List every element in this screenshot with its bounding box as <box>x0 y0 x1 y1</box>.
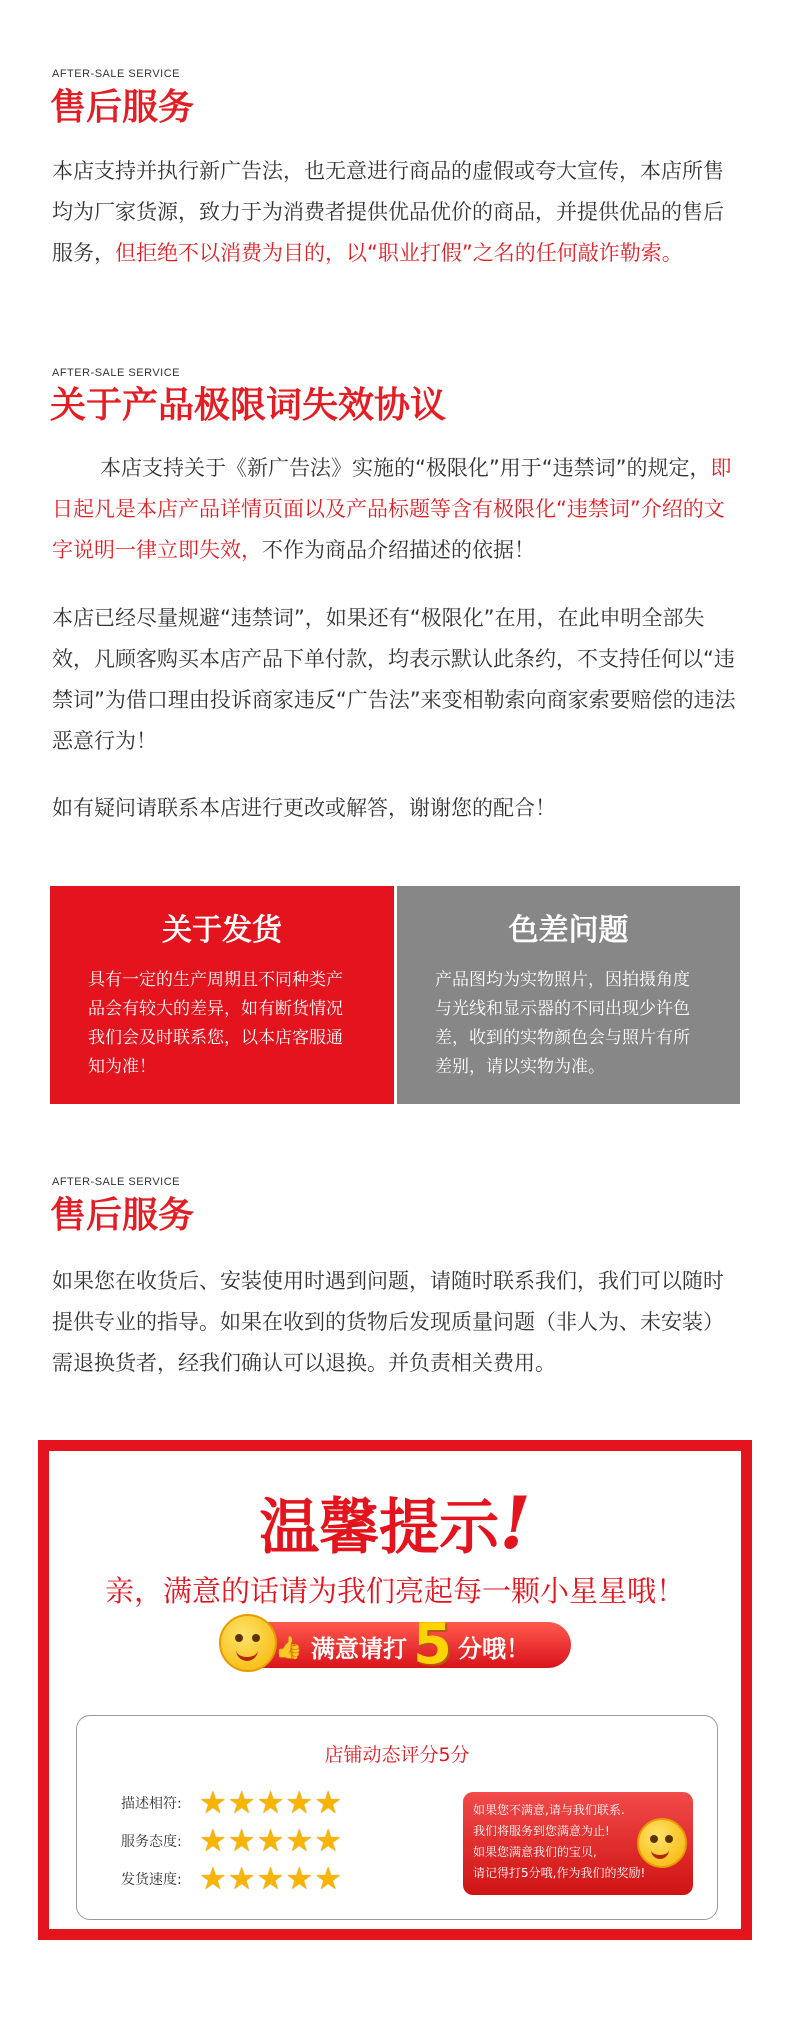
shipping-box <box>50 886 394 1104</box>
banner-text-before: 满意请打 <box>311 1635 407 1663</box>
star-icon: ★ <box>256 1784 285 1821</box>
smiley-face-icon <box>637 1818 687 1868</box>
message-line: 我们将服务到您满意为止! <box>473 1824 610 1838</box>
section2-p1-red: 即日起凡是本店产品详情页面以及产品标题等含有极限化“违禁词”介绍的文字说明一律立即失效， <box>52 456 732 562</box>
section2-paragraph-3: 如有疑问请联系本店进行更改或解答，谢谢您的配合！ <box>52 796 556 820</box>
message-line: 请记得打5分哦,作为我们的奖励! <box>473 1866 646 1880</box>
thumbs-up-icon: 👍 <box>275 1636 303 1661</box>
rating-label: 服务态度: <box>121 1834 182 1850</box>
star-icon: ★ <box>227 1822 256 1859</box>
star-icon: ★ <box>314 1860 342 1897</box>
star-icon: ★ <box>314 1784 342 1821</box>
exclamation-mark: ! <box>499 1480 531 1565</box>
section1-text-red: 但拒绝不以消费为目的，以“职业打假”之名的任何敲诈勒索。 <box>115 241 683 265</box>
rating-banner <box>223 1612 571 1677</box>
section3-eyebrow: AFTER-SALE SERVICE <box>52 1176 180 1188</box>
rating-row-shipping <box>121 1860 343 1897</box>
section3-title: 售后服务 <box>50 1195 195 1236</box>
star-icon: ★ <box>285 1784 314 1821</box>
banner-text-after: 分哦！ <box>457 1635 530 1663</box>
section2-eyebrow: AFTER-SALE SERVICE <box>52 367 180 379</box>
info-boxes <box>50 886 740 1104</box>
store-rating-card <box>76 1715 718 1920</box>
section1-title: 售后服务 <box>50 87 195 128</box>
section1-text <box>52 151 742 274</box>
smiley-face-icon <box>219 1614 277 1672</box>
star-icon: ★ <box>199 1860 227 1897</box>
color-difference-text: 产品图均为实物照片，因拍摄角度与光线和显示器的不同出现少许色差，收到的实物颜色会与照片有所差别，请以实物为准。 <box>435 970 690 1077</box>
banner-text <box>311 1612 530 1677</box>
star-icon: ★ <box>227 1860 256 1897</box>
star-icon: ★ <box>256 1860 285 1897</box>
warm-tip-panel <box>38 1440 752 1940</box>
star-icon: ★ <box>314 1822 342 1859</box>
warm-tip-title <box>49 1480 741 1565</box>
section1-eyebrow: AFTER-SALE SERVICE <box>52 68 180 80</box>
warm-tip-title-text: 温馨提示 <box>259 1493 500 1563</box>
rating-row-description <box>121 1784 343 1821</box>
star-icon: ★ <box>199 1784 227 1821</box>
shipping-title: 关于发货 <box>162 913 282 948</box>
color-difference-box <box>397 886 740 1104</box>
section2-paragraph-1 <box>52 448 742 571</box>
section2-title: 关于产品极限词失效协议 <box>50 385 447 426</box>
message-line: 如果您不满意,请与我们联系. <box>473 1803 625 1817</box>
rating-row-service <box>121 1822 343 1859</box>
star-icon: ★ <box>256 1822 285 1859</box>
rating-label: 发货速度: <box>121 1872 182 1888</box>
section2-p1-normal-a: 本店支持关于《新广告法》实施的“极限化”用于“违禁词”的规定， <box>100 456 711 480</box>
star-icon: ★ <box>227 1784 256 1821</box>
star-icon: ★ <box>285 1860 314 1897</box>
color-difference-title: 色差问题 <box>508 913 629 948</box>
store-rating-title: 店铺动态评分5分 <box>324 1744 470 1766</box>
section3-text: 如果您在收货后、安装使用时遇到问题，请随时联系我们，我们可以随时提供专业的指导。如果在收到的货物后发现质量问题（非人为、未安装）需退换货者，经我们确认可以退换。并负责相关费用。 <box>52 1269 724 1375</box>
message-line: 如果您满意我们的宝贝, <box>473 1845 597 1859</box>
section1-text-normal: 本店支持并执行新广告法，也无意进行商品的虚假或夸大宣传，本店所售均为厂家货源，致力于为消费者提供优品优价的商品，并提供优品的售后服务， <box>52 159 724 265</box>
satisfaction-message <box>463 1792 693 1895</box>
section2-paragraph-2: 本店已经尽量规避“违禁词”，如果还有“极限化”在用，在此申明全部失效，凡顾客购买本店产品下单付款，均表示默认此条约，不支持任何以“违禁词”为借口理由投诉商家违反“广告法”来变相勒索向商家索要赔偿的违法恶意行为！ <box>52 606 736 753</box>
section2-p1-normal-b: 不作为商品介绍描述的依据！ <box>262 538 535 562</box>
rating-label: 描述相符: <box>121 1796 182 1812</box>
star-icon: ★ <box>285 1822 314 1859</box>
warm-tip-subtitle: 亲，满意的话请为我们亮起每一颗小星星哦！ <box>104 1574 685 1608</box>
star-icon: ★ <box>199 1822 227 1859</box>
shipping-text: 具有一定的生产周期且不同种类产品会有较大的差异，如有断货情况我们会及时联系您，以本店客服通知为准！ <box>88 970 343 1077</box>
banner-number: 5 <box>413 1612 452 1677</box>
